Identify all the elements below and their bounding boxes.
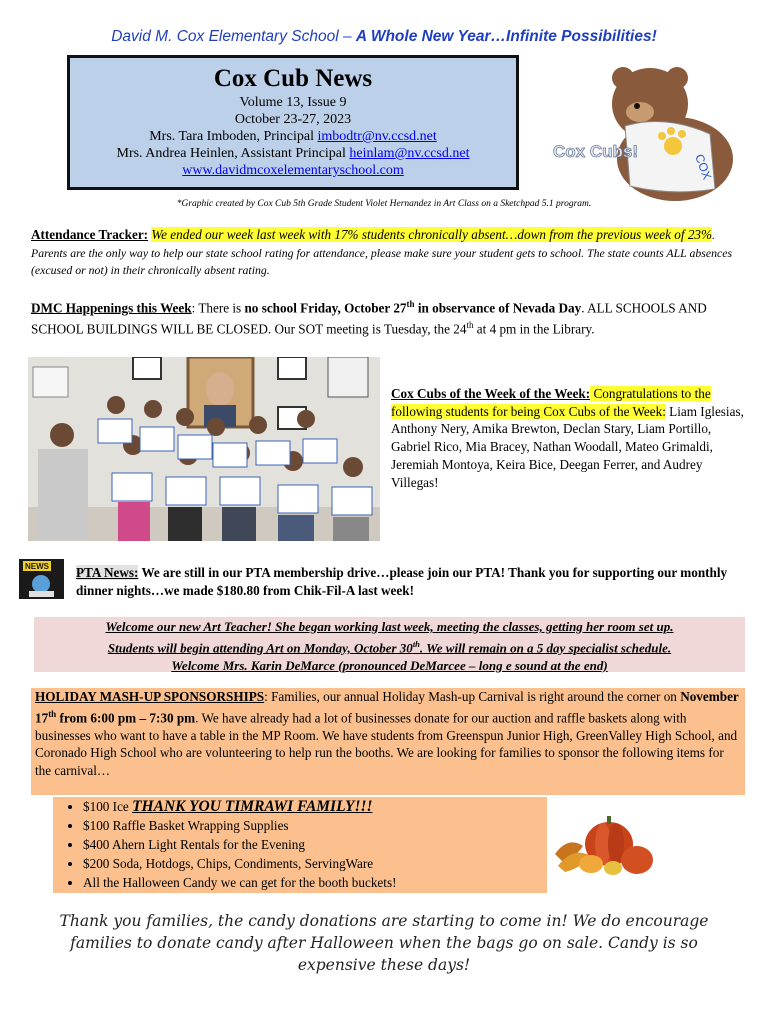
sponsor-items-list — [53, 797, 547, 893]
no-school-date: no school Friday, October 27 — [244, 300, 407, 316]
holiday-label: HOLIDAY MASH-UP SPONSORSHIPS — [35, 689, 265, 704]
list-item — [83, 797, 547, 816]
holiday-text-2: . We have already had a lot of businesses donate for our auction and raffle baskets along with businesses who want to have a table in the MP Room. We have students from Greenspun Junior High, GreenValley High School, and Coronado High School who are volunteering to help run the booths. We are looking for families to sponsor the following items for the carnival… — [35, 709, 738, 778]
closing-message: Thank you families, the candy donations are starting to come in! We do encourage families to donate candy after Halloween when the bags go on sale. Candy is so expensive these days! — [59, 912, 709, 974]
cox-cubs-group-photo — [28, 357, 380, 541]
sponsor-item-ice: $100 Ice — [83, 799, 133, 814]
list-item: • $400 Ahern Light Rentals for the Evening — [83, 835, 547, 854]
happenings-label: DMC Happenings this Week — [31, 300, 192, 316]
graphic-credit: *Graphic created by Cox Cub 5th Grade Student Violet Hernandez in Art Class on a Sketchpad 5.1 program. — [176, 199, 592, 209]
news-icon-text: NEWS — [25, 562, 49, 571]
assistant-principal-line — [70, 145, 516, 162]
cox-cub-bear-logo — [545, 64, 745, 204]
superscript: th — [48, 708, 57, 719]
attendance-label: Attendance Tracker: — [31, 227, 149, 242]
happenings-text-2: . ALL SCHOOLS AND SCHOOL BUILDINGS WILL BE CLOSED. Our SOT meeting is Tuesday, the 24 — [31, 300, 707, 337]
assistant-principal-name: Mrs. Andrea Heinlen, Assistant Principal — [116, 146, 350, 161]
pumpkins-image — [553, 806, 663, 878]
school-name: David M. Cox Elementary School – — [111, 28, 356, 45]
happenings-text-3: at 4 pm in the Library. — [473, 321, 595, 337]
superscript: th — [466, 319, 474, 330]
list-item: • $100 Raffle Basket Wrapping Supplies — [83, 816, 547, 835]
principal-line — [70, 128, 516, 145]
principal-email-link[interactable]: imbodtr@nv.ccsd.net — [317, 129, 437, 144]
newsletter-tagline — [0, 28, 768, 46]
holiday-text-1: : Families, our annual Holiday Mash-up Carnival is right around the corner on — [264, 689, 681, 704]
principal-name: Mrs. Tara Imboden, Principal — [149, 129, 318, 144]
shirt-text: COX — [692, 152, 715, 182]
issue-dates: October 23-27, 2023 — [234, 112, 352, 127]
art-line-1: Welcome our new Art Teacher! She began working last week, meeting the classes, getting her room set up. — [105, 619, 674, 634]
art-line-2-text: Students will begin attending Art on Monday, October 30 — [107, 640, 413, 656]
pta-label: PTA News: — [76, 565, 139, 580]
school-slogan: A Whole New Year…Infinite Possibilities! — [355, 28, 657, 45]
assistant-principal-email-link[interactable]: heinlam@nv.ccsd.net — [349, 146, 470, 161]
superscript: th — [406, 299, 415, 309]
attendance-text: . Parents are the only way to help our state school rating for attendance, please make sure your student gets to school. The state counts ALL absences (excused or not) in their chronically absent rating. — [31, 228, 733, 277]
newsletter-title: Cox Cub News — [213, 65, 373, 92]
cubs-of-week-section — [391, 385, 746, 491]
logo-badge-text: Cox Cubs! — [553, 142, 638, 161]
list-item: • $200 Soda, Hotdogs, Chips, Condiments, ServingWare — [83, 854, 547, 873]
nevada-day: in observance of Nevada Day — [414, 300, 582, 316]
pta-text: We are still in our PTA membership drive…please join our PTA! Thank you for supporting our monthly dinner nights…we made $180.80 from Chik-Fil-A last week! — [76, 565, 728, 598]
cubs-student-names: Liam Iglesias, Anthony Nery, Amika Brewton, Declan Stary, Liam Portillo, Gabriel Rico, Mia Bracey, Nathan Woodall, Mateo Grimaldi, Jeremiah Montoya, Keira Bice, Deegan Ferrer, and Audrey Villegas! — [391, 403, 744, 490]
cubs-congrats: Congratulations to the following students for being Cox Cubs of the Week: — [391, 386, 711, 419]
art-line-2 — [34, 636, 745, 657]
list-item: • All the Halloween Candy we can get for the booth buckets! — [83, 873, 547, 892]
superscript: th — [412, 638, 420, 649]
timrawi-thanks: THANK YOU TIMRAWI FAMILY!!! — [132, 798, 373, 815]
happenings-section — [31, 296, 741, 338]
art-teacher-announcement — [34, 617, 745, 672]
attendance-highlight: We ended our week last week with 17% students chronically absent…down from the previous week of 23% — [151, 227, 712, 242]
art-line-2-text-end: . We will remain on a 5 day specialist schedule. — [419, 640, 672, 656]
attendance-section — [31, 226, 741, 279]
pta-news-section — [76, 564, 748, 600]
masthead — [67, 55, 519, 190]
cubs-label: Cox Cubs of the Week of the Week: — [391, 386, 591, 401]
school-website-link[interactable]: www.davidmcoxelementaryschool.com — [182, 163, 404, 178]
news-icon — [19, 559, 64, 599]
volume-issue: Volume 13, Issue 9 — [239, 95, 347, 110]
art-line-3: Welcome Mrs. Karin DeMarce (pronounced DeMarcee – long e sound at the end) — [171, 657, 608, 673]
happenings-text-1: : There is — [191, 300, 245, 316]
holiday-mashup-section — [31, 688, 745, 795]
carnival-time: from 6:00 pm – 7:30 pm — [56, 709, 196, 725]
carnival-date: November 17 — [35, 689, 739, 725]
